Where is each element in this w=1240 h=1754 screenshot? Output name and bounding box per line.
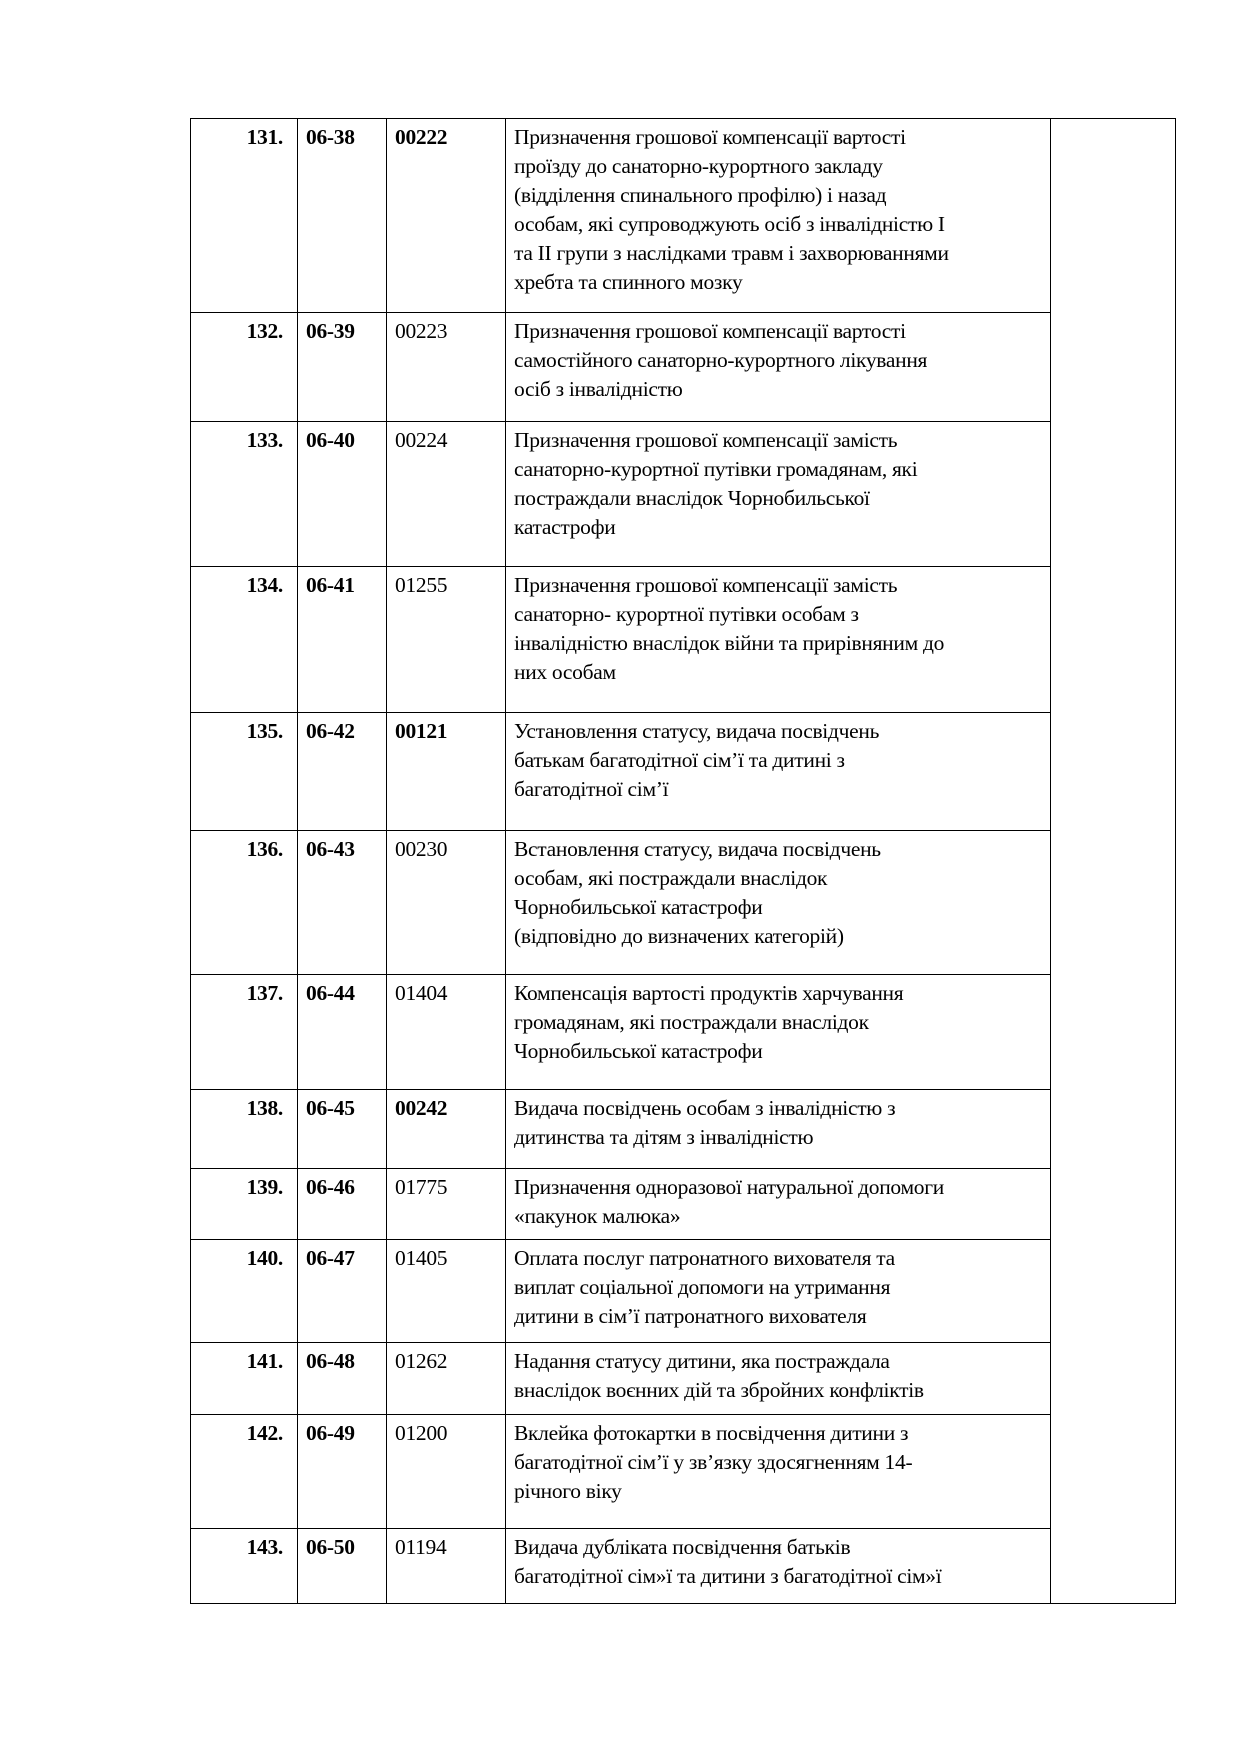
table-row xyxy=(191,1415,1176,1529)
service-id: 01404 xyxy=(387,975,506,1090)
service-description: Видача дубліката посвідчення батьків багатодітної сім»ї та дитини з багатодітної сім»ї xyxy=(506,1529,1051,1604)
row-number: 142. xyxy=(191,1415,298,1529)
service-id: 00242 xyxy=(387,1090,506,1169)
table-row xyxy=(191,1343,1176,1415)
service-code: 06-46 xyxy=(298,1169,387,1240)
table-row xyxy=(191,1169,1176,1240)
service-id: 01194 xyxy=(387,1529,506,1604)
service-code: 06-44 xyxy=(298,975,387,1090)
service-id: 00224 xyxy=(387,422,506,567)
row-number: 135. xyxy=(191,713,298,831)
service-id: 01262 xyxy=(387,1343,506,1415)
service-id: 00222 xyxy=(387,119,506,313)
services-table xyxy=(190,118,1176,1604)
service-code: 06-38 xyxy=(298,119,387,313)
table-row xyxy=(191,313,1176,422)
service-code: 06-47 xyxy=(298,1240,387,1343)
service-id: 01405 xyxy=(387,1240,506,1343)
service-id: 01255 xyxy=(387,567,506,713)
row-number: 143. xyxy=(191,1529,298,1604)
service-description: Встановлення статусу, видача посвідчень особам, які постраждали внаслідок Чорнобильської катастрофи (відповідно до визначених категорій) xyxy=(506,831,1051,975)
service-id: 00223 xyxy=(387,313,506,422)
service-description: Надання статусу дитини, яка постраждала внаслідок воєнних дій та збройних конфліктів xyxy=(506,1343,1051,1415)
table-row xyxy=(191,1090,1176,1169)
service-id: 00121 xyxy=(387,713,506,831)
service-description: Вклейка фотокартки в посвідчення дитини з багатодітної сім’ї у зв’язку здосягненням 14- річного віку xyxy=(506,1415,1051,1529)
service-description: Видача посвідчень особам з інвалідністю з дитинства та дітям з інвалідністю xyxy=(506,1090,1051,1169)
table-row xyxy=(191,831,1176,975)
service-code: 06-41 xyxy=(298,567,387,713)
service-id: 01200 xyxy=(387,1415,506,1529)
service-description: Компенсація вартості продуктів харчування громадянам, які постраждали внаслідок Чорнобильської катастрофи xyxy=(506,975,1051,1090)
service-description: Призначення грошової компенсації замість санаторно-курортної путівки громадянам, які постраждали внаслідок Чорнобильської катастрофи xyxy=(506,422,1051,567)
table-row xyxy=(191,713,1176,831)
service-description: Призначення грошової компенсації вартості самостійного санаторно-курортного лікування осіб з інвалідністю xyxy=(506,313,1051,422)
notes-cell xyxy=(1051,119,1176,1604)
service-description: Призначення одноразової натуральної допомоги «пакунок малюка» xyxy=(506,1169,1051,1240)
service-code: 06-45 xyxy=(298,1090,387,1169)
service-code: 06-43 xyxy=(298,831,387,975)
service-code: 06-49 xyxy=(298,1415,387,1529)
service-code: 06-40 xyxy=(298,422,387,567)
row-number: 137. xyxy=(191,975,298,1090)
row-number: 139. xyxy=(191,1169,298,1240)
row-number: 141. xyxy=(191,1343,298,1415)
service-description: Призначення грошової компенсації замість санаторно- курортної путівки особам з інвалідністю внаслідок війни та прирівняним до них особам xyxy=(506,567,1051,713)
service-description: Установлення статусу, видача посвідчень батькам багатодітної сім’ї та дитині з багатодітної сім’ї xyxy=(506,713,1051,831)
service-description: Оплата послуг патронатного вихователя та виплат соціальної допомоги на утримання дитини в сім’ї патронатного вихователя xyxy=(506,1240,1051,1343)
service-code: 06-50 xyxy=(298,1529,387,1604)
row-number: 134. xyxy=(191,567,298,713)
table-row xyxy=(191,119,1176,313)
row-number: 140. xyxy=(191,1240,298,1343)
table-row xyxy=(191,1529,1176,1604)
row-number: 132. xyxy=(191,313,298,422)
table-row xyxy=(191,1240,1176,1343)
service-code: 06-39 xyxy=(298,313,387,422)
service-id: 01775 xyxy=(387,1169,506,1240)
table-row xyxy=(191,975,1176,1090)
row-number: 133. xyxy=(191,422,298,567)
service-code: 06-48 xyxy=(298,1343,387,1415)
table-row xyxy=(191,422,1176,567)
table-row xyxy=(191,567,1176,713)
row-number: 138. xyxy=(191,1090,298,1169)
service-code: 06-42 xyxy=(298,713,387,831)
row-number: 131. xyxy=(191,119,298,313)
service-id: 00230 xyxy=(387,831,506,975)
service-description: Призначення грошової компенсації вартості проїзду до санаторно-курортного закладу (відділення спинального профілю) і назад особам, які супроводжують осіб з інвалідністю І та ІІ групи з наслідками травм і захворюваннями хребта та спинного мозку xyxy=(506,119,1051,313)
row-number: 136. xyxy=(191,831,298,975)
